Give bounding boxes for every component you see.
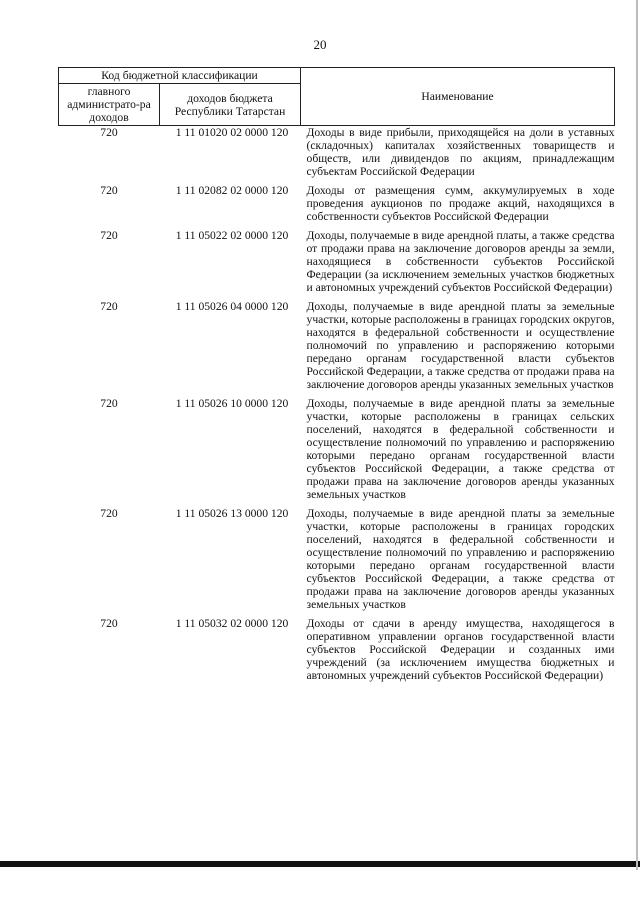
row-name: Доходы, получаемые в виде арендной платы за земельные участки, которые расположены в границах сельских поселений, находятся в федеральной собственности и осуществление полномочий по управлению и распоряжению которыми передано органам государственной власти субъектов Российской Федерации, а также средства от продажи права на заключение договоров аренды указанных земельных участков xyxy=(306,397,615,501)
table-row xyxy=(59,397,615,507)
row-code: 1 11 05026 13 0000 120 xyxy=(175,507,289,520)
header-group-label: Код бюджетной классификации xyxy=(59,68,301,84)
table-row xyxy=(59,229,615,300)
row-admin: 720 xyxy=(100,184,118,197)
table-row xyxy=(59,300,615,397)
header-name: Наименование xyxy=(301,68,615,126)
row-name: Доходы в виде прибыли, приходящейся на доли в уставных (складочных) капиталах хозяйственных товариществ и обществ, или дивидендов по акциям, принадлежащим субъектам Российской Федерации xyxy=(306,126,615,178)
scan-bottom-bar xyxy=(0,861,640,867)
row-code: 1 11 05022 02 0000 120 xyxy=(175,229,289,242)
budget-classification-table xyxy=(58,67,615,688)
row-name: Доходы, получаемые в виде арендной платы, а также средства от продажи права на заключение договоров аренды за земли, находящиеся в собственности субъектов Российской Федерации (за исключением земельных участков бюджетных и автономных учреждений субъектов Российской Федерации) xyxy=(306,229,615,294)
table-row xyxy=(59,184,615,229)
row-admin: 720 xyxy=(100,507,118,520)
row-admin: 720 xyxy=(100,617,118,630)
row-code: 1 11 02082 02 0000 120 xyxy=(175,184,289,197)
table-row xyxy=(59,126,615,185)
row-code: 1 11 05026 10 0000 120 xyxy=(175,397,289,410)
row-admin: 720 xyxy=(100,397,118,410)
row-name: Доходы от сдачи в аренду имущества, находящегося в оперативном управлении органов государственной власти субъектов Российской Федерации и созданных ими учреждений (за исключением имущества бюджетных и автономных учреждений субъектов Российской Федерации) xyxy=(306,617,615,682)
row-code: 1 11 05032 02 0000 120 xyxy=(175,617,289,630)
row-name: Доходы, получаемые в виде арендной платы за земельные участки, которые расположены в границах городских поселений, находятся в федеральной собственности и осуществление полномочий по управлению и распоряжению которыми передано органам государственной власти субъектов Российской Федерации, а также средства от продажи права на заключение договоров аренды указанных земельных участков xyxy=(306,507,615,611)
row-code: 1 11 05026 04 0000 120 xyxy=(175,300,289,313)
row-code: 1 11 01020 02 0000 120 xyxy=(175,126,289,139)
page-number: 20 xyxy=(313,37,327,52)
scan-right-edge xyxy=(636,0,638,870)
table-header xyxy=(59,68,615,126)
header-admin: главного администрато-ра доходов xyxy=(59,84,160,126)
row-admin: 720 xyxy=(100,229,118,242)
header-code: доходов бюджета Республики Татарстан xyxy=(160,84,301,126)
row-name: Доходы, получаемые в виде арендной платы за земельные участки, которые расположены в границах городских округов, находятся в федеральной собственности и осуществление полномочий по управлению и распоряжению которыми передано органам государственной власти субъектов Российской Федерации, а также средства от продажи права на заключение договоров аренды указанных земельных участков xyxy=(306,300,615,391)
table-row xyxy=(59,617,615,688)
row-admin: 720 xyxy=(100,126,118,139)
table-row xyxy=(59,507,615,617)
row-name: Доходы от размещения сумм, аккумулируемых в ходе проведения аукционов по продаже акций, находящихся в собственности субъектов Российской Федерации xyxy=(306,184,615,223)
row-admin: 720 xyxy=(100,300,118,313)
